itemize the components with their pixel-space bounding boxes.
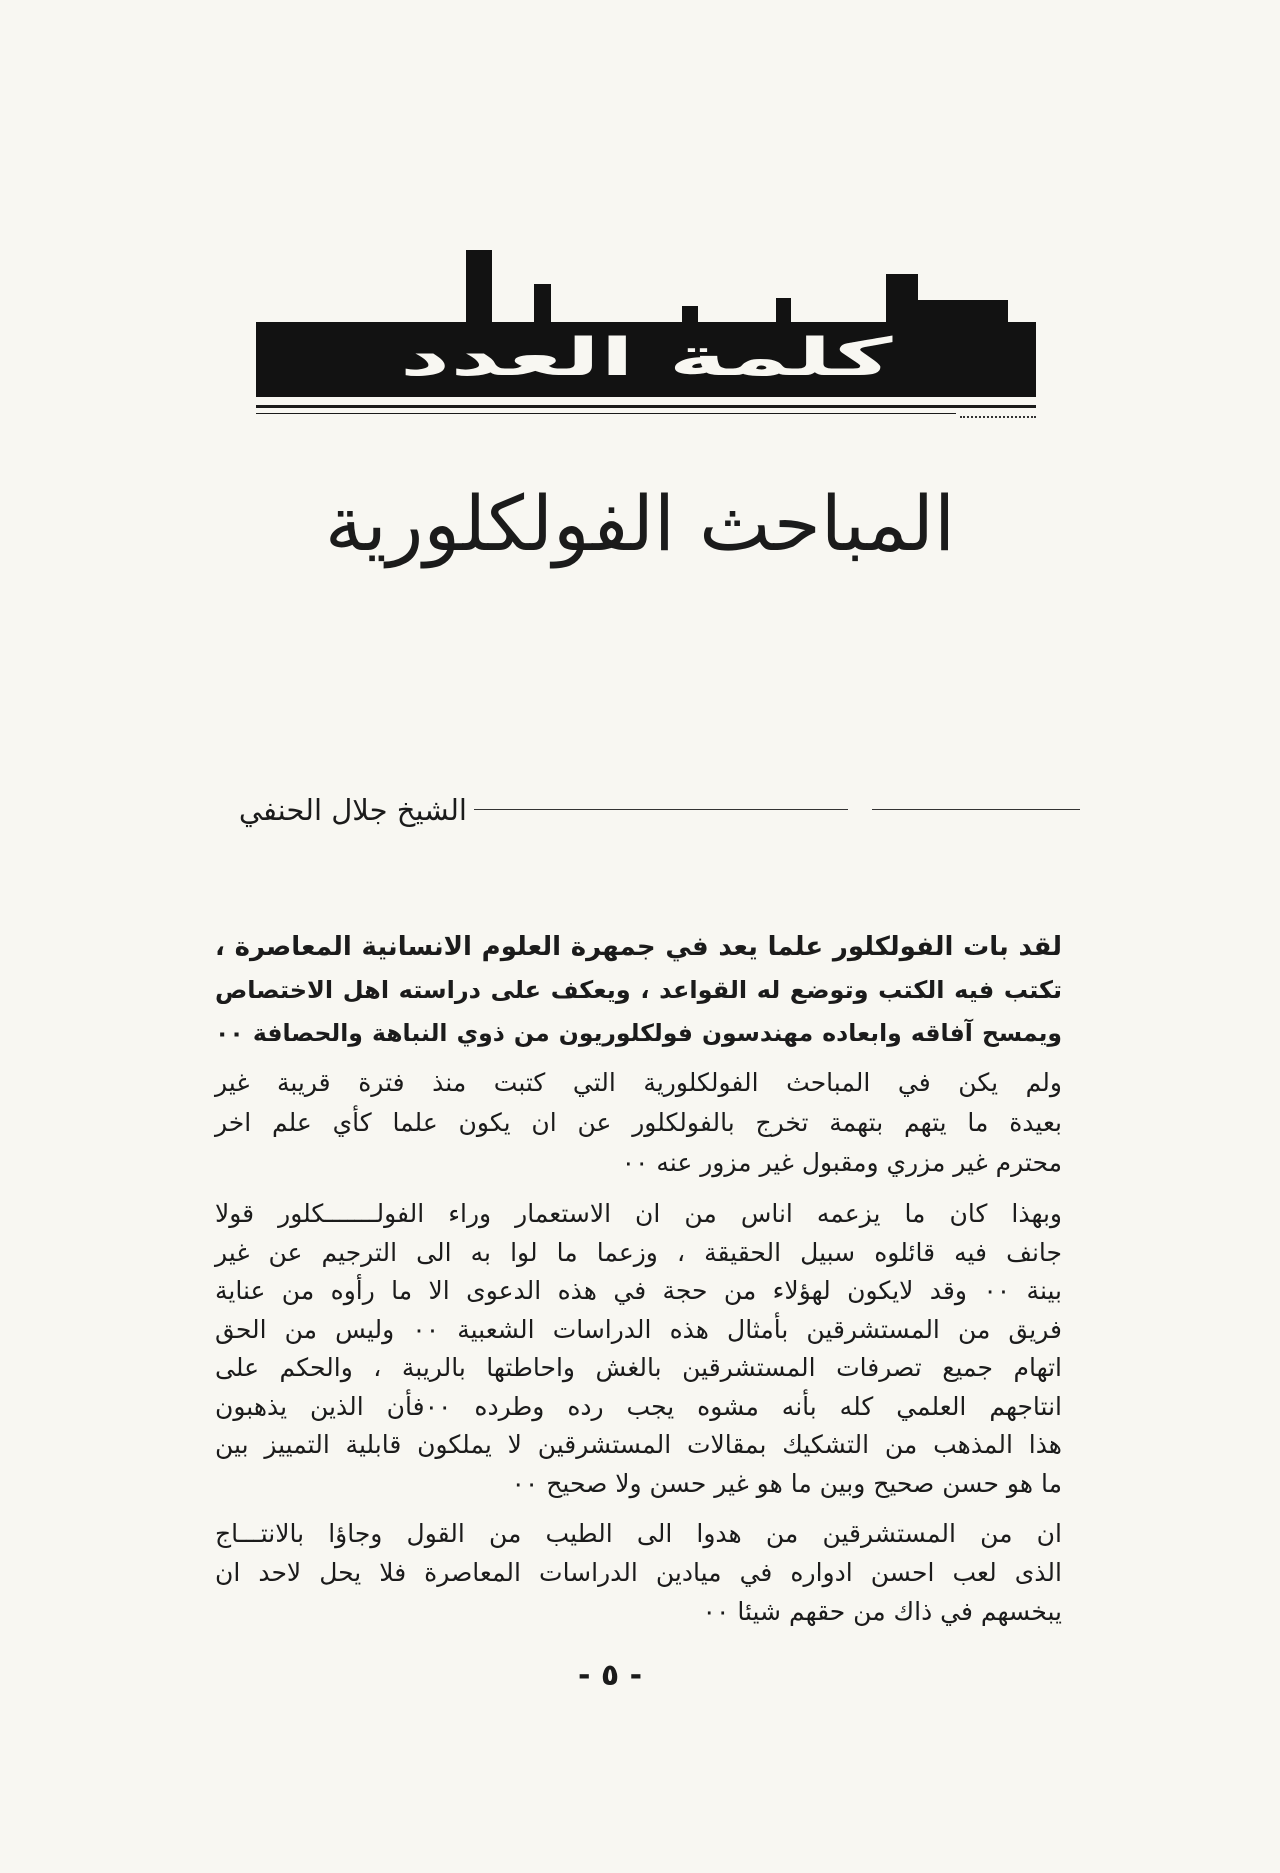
body-line: بينة ٠٠ وقد لايكون لهؤلاء من حجة في هذه الدعوى الا ما رأوه من عناية — [215, 1276, 1062, 1305]
body-line: ان من المستشرقين من هدوا الى الطيب من القول وجاؤا بالانتـــاج — [215, 1519, 1062, 1548]
body-line: بعيدة ما يتهم بتهمة تخرج بالفولكلور عن ان يكون علما كأي علم اخر — [215, 1108, 1062, 1137]
paragraph — [215, 1063, 1062, 1183]
body-line: هذا المذهب من التشكيك بمقالات المستشرقين لا يملكون قابلية التمييز بين — [215, 1430, 1062, 1459]
author-rule — [872, 809, 1080, 810]
body-line: انتاجهم العلمي كله بأنه مشوه يجب رده وطرده ٠٠فأن الذين يذهبون — [215, 1391, 1063, 1421]
body-line: وبهذا كان ما يزعمه اناس من ان الاستعمار وراء الفولـــــــكلور قولا — [215, 1199, 1062, 1228]
body-line: ولم يكن في المباحث الفولكلورية التي كتبت منذ فترة قريبة غير — [215, 1068, 1062, 1097]
paragraph — [215, 1195, 1062, 1503]
body-line: يبخسهم في ذاك من حقهم شيئا ٠٠ — [702, 1597, 1062, 1626]
body-line: جانف فيه قائلوه سبيل الحقيقة ، وزعما ما لوا به الى الترجيم عن غير — [215, 1237, 1062, 1267]
logo-band — [256, 322, 1036, 397]
body-line: الذى لعب احسن ادواره في ميادين الدراسات المعاصرة فلا يحل لاحد ان — [215, 1558, 1062, 1587]
page-number: - ٥ - — [577, 1658, 643, 1693]
article-title: المباحث الفولكلورية — [324, 479, 956, 568]
body-line: ويمسح آفاقه وابعاده مهندسون فولكلوريون من ذوي النباهة والحصافة ٠٠ — [215, 1019, 1062, 1047]
logo-ascender — [466, 250, 492, 330]
body-line: فريق من المستشرقين بأمثال هذه الدراسات الشعبية ٠٠ وليس من الحق — [215, 1314, 1062, 1344]
body-line: لقد بات الفولكلور علما يعد في جمهرة العلوم الانسانية المعاصرة ، — [215, 932, 1062, 962]
body-line: محترم غير مزري ومقبول غير مزور عنه ٠٠ — [621, 1148, 1062, 1177]
body-line: تكتب فيه الكتب وتوضع له القواعد ، ويعكف على دراسته اهل الاختصاص — [215, 976, 1062, 1004]
paragraph — [215, 1514, 1062, 1631]
header-rule-dots — [960, 416, 1036, 418]
header-rule-thin — [256, 413, 956, 414]
paragraph — [215, 926, 1062, 1055]
author-rule — [474, 809, 848, 810]
logo-text: كلمة العدد — [399, 328, 893, 388]
author-name: الشيخ جلال الحنفي — [238, 793, 467, 827]
body-line: اتهام جميع تصرفات المستشرقين بالغش واحاطتها بالريبة ، والحكم على — [215, 1353, 1062, 1382]
header-rule — [256, 405, 1036, 408]
body-line: ما هو حسن صحيح وبين ما هو غير حسن ولا صحيح ٠٠ — [511, 1468, 1062, 1498]
